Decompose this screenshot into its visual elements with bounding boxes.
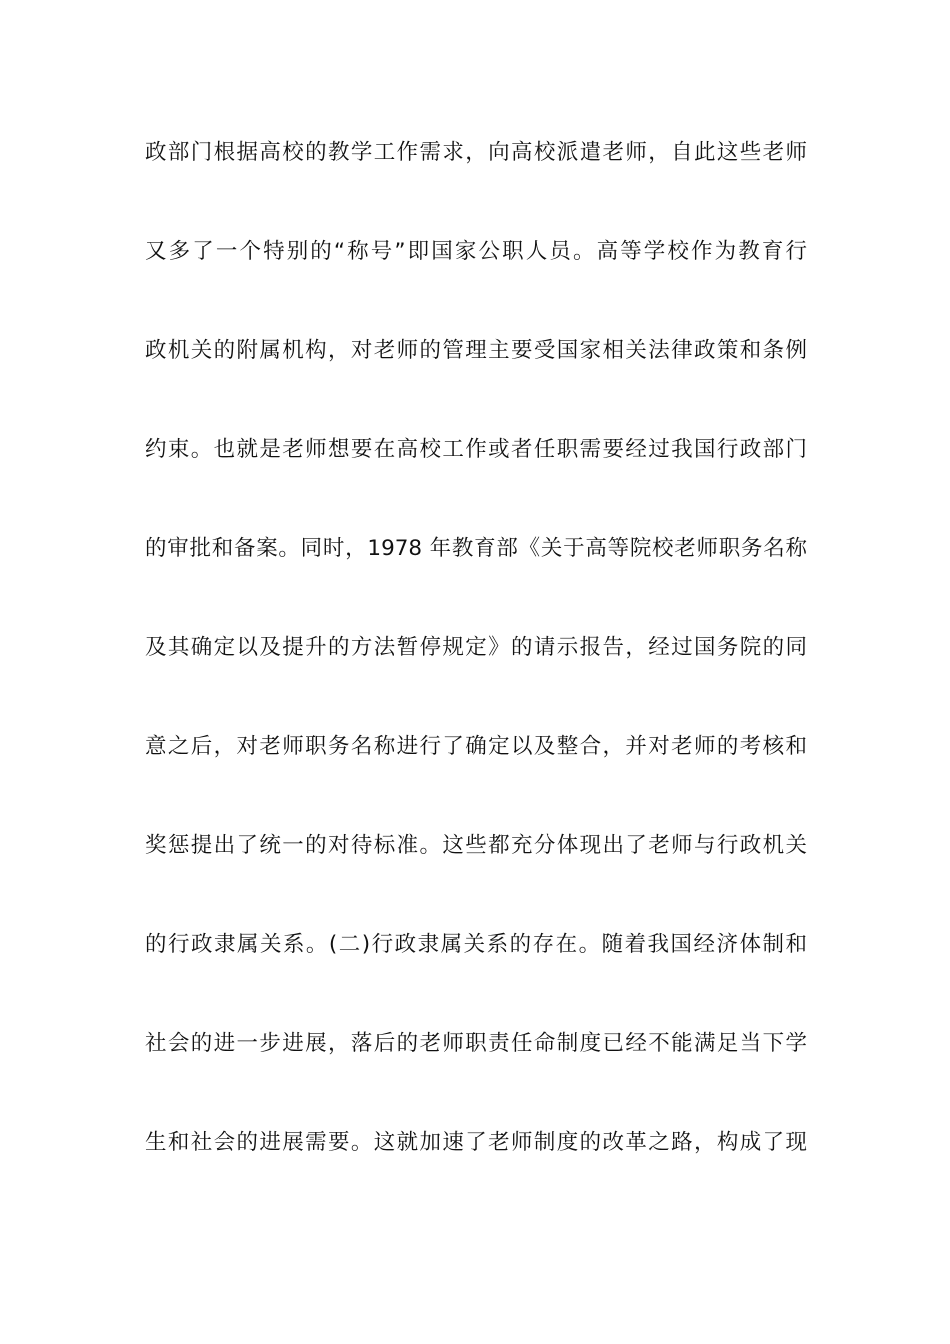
text-line: 政机关的附属机构，对老师的管理主要受国家相关法律政策和条例 xyxy=(145,338,807,363)
text-line: 奖惩提出了统一的对待标准。这些都充分体现出了老师与行政机关 xyxy=(145,833,807,858)
text-line: 及其确定以及提升的方法暂停规定》的请示报告，经过国务院的同 xyxy=(145,635,807,660)
text-line: 的行政隶属关系。(二)行政隶属关系的存在。随着我国经济体制和 xyxy=(145,932,807,957)
body-text xyxy=(145,128,807,1217)
text-line: 的审批和备案。同时，1978 年教育部《关于高等院校老师职务名称 xyxy=(145,536,807,561)
text-line: 社会的进一步进展，落后的老师职责任命制度已经不能满足当下学 xyxy=(145,1031,807,1056)
text-line: 意之后，对老师职务名称进行了确定以及整合，并对老师的考核和 xyxy=(145,734,807,759)
text-line: 又多了一个特别的“称号”即国家公职人员。高等学校作为教育行 xyxy=(145,239,807,264)
text-line: 生和社会的进展需要。这就加速了老师制度的改革之路，构成了现 xyxy=(145,1130,807,1155)
text-line: 约束。也就是老师想要在高校工作或者任职需要经过我国行政部门 xyxy=(145,437,807,462)
text-line: 政部门根据高校的教学工作需求，向高校派遣老师，自此这些老师 xyxy=(145,140,807,165)
